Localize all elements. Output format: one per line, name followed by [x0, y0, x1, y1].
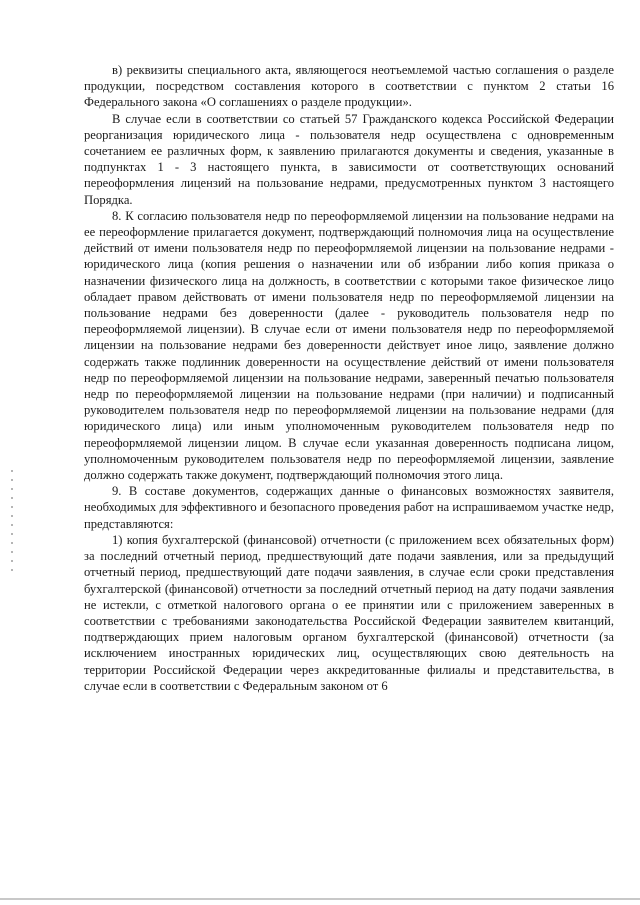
paragraph-item-8: 8. К согласию пользователя недр по переоформляемой лицензии на пользование недрами на ее переоформление прилагается документ, подтверждающий полномочия лица на осуществление действий от имени пользователя недр по переоформляемой лицензии на пользование недрами - юридического лица (копия решения о назначении или об избрании либо копия приказа о назначении физического лица на должность, в соответствии с которыми такое физическое лицо обладает правом действовать от имени пользователя недр по переоформляемой лицензии на пользование недрами без доверенности (далее - руководитель пользователя недр по переоформляемой лицензии). В случае если от имени пользователя недр по переоформляемой лицензии на пользование недрами без доверенности действует иное лицо, заявление должно содержать также подлинник доверенности на осуществление действий от имени пользователя недр по переоформляемой лицензии на пользование недрами, заверенный печатью пользователя недр по переоформляемой лицензии на пользование недрами (при наличии) и подписанный руководителем пользователя недр по переоформляемой лицензии на пользование недрами (для юридического лица) или иным уполномоченным руководителем пользователя недр по переоформляемой лицензии лицом. В случае если указанная доверенность подписана лицом, уполномоченным руководителем пользователя недр по переоформляемой лицензии, заявление должно содержать также документ, подтверждающий полномочия этого лица.: [84, 208, 614, 483]
paragraph-requisites: в) реквизиты специального акта, являющегося неотъемлемой частью соглашения о разделе продукции, посредством составления которого в соответствии с пунктом 2 статьи 16 Федерального закона «О соглашениях о разделе продукции».: [84, 63, 614, 110]
scan-margin-marks: [10, 470, 14, 580]
paragraph-item-9: 9. В составе документов, содержащих данные о финансовых возможностях заявителя, необходимых для эффективного и безопасного проведения работ на испрашиваемом участке недр, представляются:: [84, 484, 614, 531]
paragraph-subitem-1: 1) копия бухгалтерской (финансовой) отчетности (с приложением всех обязательных форм) за последний отчетный период, предшествующий дате подачи заявления, или за предыдущий отчетный период, предшествующий дате подачи заявления, в случае если сроки представления бухгалтерской (финансовой) отчетности за последний отчетный период на дату подачи заявления не истекли, с отметкой налогового органа о ее принятии или с приложением заверенных в соответствии с требованиями законодательства Российской Федерации заявителем квитанций, подтверждающих прием налоговым органом бухгалтерской (финансовой) отчетности (за исключением иностранных юридических лиц, осуществляющих свою деятельность на территории Российской Федерации через аккредитованные филиалы и представительства, в случае если в соответствии с Федеральным законом от 6: [84, 532, 614, 693]
page-bottom-edge: [0, 898, 640, 900]
document-page: [84, 62, 614, 694]
paragraph-reorganization: В случае если в соответствии со статьей 57 Гражданского кодекса Российской Федерации реорганизация юридического лица - пользователя недр осуществлена с одновременным сочетанием ее различных форм, к заявлению прилагаются документы и сведения, указанные в подпунктах 1 - 3 настоящего пункта, в зависимости от соответствующих оснований переоформления лицензий на пользование недрами, предусмотренных пунктом 3 настоящего Порядка.: [84, 111, 614, 207]
